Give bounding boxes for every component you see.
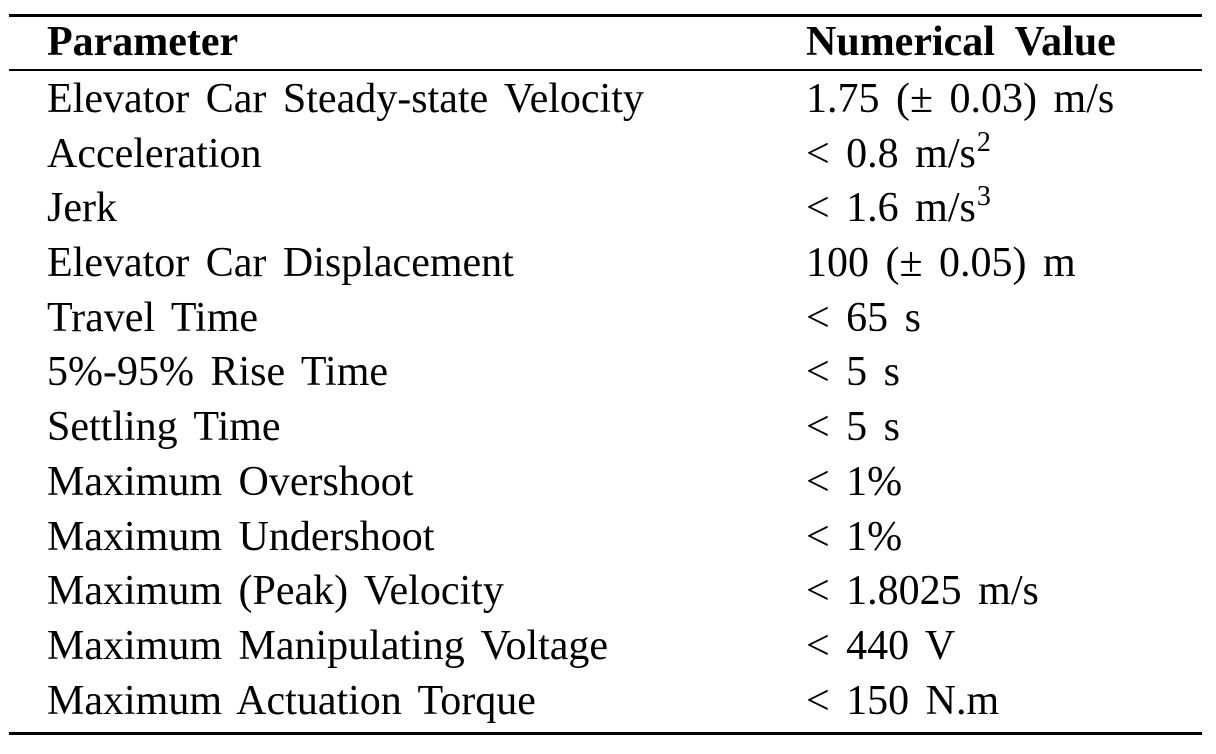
value-cell	[806, 674, 999, 729]
parameter-cell: Maximum Manipulating Voltage	[47, 622, 609, 669]
table-row	[9, 72, 1202, 127]
value-text: 1.75 (± 0.03) m/s	[806, 76, 1115, 122]
value-text: < 1%	[806, 458, 903, 505]
parameter-cell: 5%-95% Rise Time	[47, 349, 389, 396]
table-row	[9, 674, 1202, 729]
parameter-cell: Maximum Undershoot	[47, 513, 435, 560]
value-cell	[806, 455, 902, 510]
value-cell	[806, 345, 900, 400]
value-cell	[806, 236, 1076, 291]
parameter-cell: Acceleration	[47, 130, 262, 177]
table-row	[9, 127, 1202, 182]
value-cell	[806, 619, 955, 674]
table-row	[9, 291, 1202, 346]
header-numerical-value: Numerical Value	[806, 19, 1116, 65]
value-cell	[806, 291, 921, 346]
parameter-cell: Elevator Car Displacement	[47, 240, 514, 287]
table-row	[9, 455, 1202, 510]
value-cell	[806, 510, 902, 565]
parameter-table	[9, 14, 1202, 735]
parameter-cell: Travel Time	[47, 294, 259, 341]
value-text: < 65 s	[806, 294, 922, 341]
value-cell	[806, 564, 1039, 619]
table-row	[9, 564, 1202, 619]
value-text: < 1.6 m/s	[806, 185, 976, 232]
value-text: < 1%	[806, 513, 903, 560]
table-row	[9, 400, 1202, 455]
parameter-cell: Elevator Car Steady-state Velocity	[47, 76, 644, 122]
table-row	[9, 619, 1202, 674]
table-bottom-rule	[9, 732, 1202, 735]
value-text: < 1.8025 m/s	[806, 568, 1039, 615]
parameter-cell: Jerk	[47, 185, 117, 232]
parameter-cell: Maximum (Peak) Velocity	[47, 568, 504, 615]
parameter-cell: Settling Time	[47, 404, 281, 451]
value-text: < 440 V	[806, 622, 956, 669]
value-text: < 0.8 m/s	[806, 130, 976, 177]
table-row	[9, 181, 1202, 236]
value-text: < 150 N.m	[806, 677, 1000, 724]
parameter-cell: Maximum Actuation Torque	[47, 677, 536, 724]
unit-exponent: 3	[976, 181, 991, 213]
table-row	[9, 510, 1202, 565]
header-parameter: Parameter	[47, 19, 239, 65]
value-text: 100 (± 0.05) m	[806, 240, 1076, 287]
table-header-row	[9, 17, 1202, 69]
parameter-cell: Maximum Overshoot	[47, 458, 414, 505]
unit-exponent: 2	[976, 126, 991, 158]
value-cell	[806, 72, 1114, 127]
value-cell	[806, 181, 991, 241]
value-text: < 5 s	[806, 404, 901, 451]
value-text: < 5 s	[806, 349, 901, 396]
value-cell	[806, 127, 991, 187]
value-cell	[806, 400, 900, 455]
table-row	[9, 236, 1202, 291]
table-row	[9, 345, 1202, 400]
table-body	[9, 71, 1202, 728]
